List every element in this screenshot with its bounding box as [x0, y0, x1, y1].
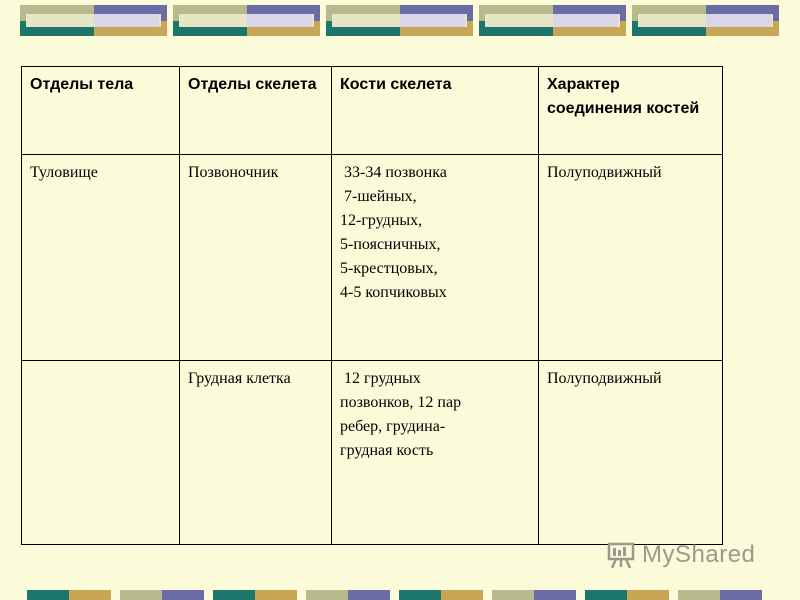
decor-tile	[173, 5, 320, 36]
cell-body-part	[22, 361, 180, 545]
cell-body-part: Туловище	[22, 155, 180, 361]
decor-tile	[27, 590, 111, 600]
decor-tile	[306, 590, 390, 600]
bones-line: ребер, грудина-	[340, 418, 446, 435]
top-decorative-band	[0, 5, 800, 36]
header-skeleton-parts: Отделы скелета	[180, 67, 332, 155]
table-row	[22, 155, 723, 361]
cell-joint-type: Полуподвижный	[539, 155, 723, 361]
skeleton-table	[21, 66, 723, 545]
bones-list	[340, 161, 530, 305]
bones-line: 12 грудных	[340, 370, 421, 387]
decor-tile	[678, 590, 762, 600]
bones-list	[340, 367, 530, 463]
header-body-parts: Отделы тела	[22, 67, 180, 155]
decor-tile	[492, 590, 576, 600]
cell-skeleton-part: Грудная клетка	[180, 361, 332, 545]
decor-tile	[479, 5, 626, 36]
bones-line: 7-шейных,	[340, 188, 417, 205]
cell-joint-type: Полуподвижный	[539, 361, 723, 545]
bones-line: позвонков, 12 пар	[340, 394, 462, 411]
cell-bones	[332, 361, 539, 545]
header-bones: Кости скелета	[332, 67, 539, 155]
watermark-text: MyShared	[642, 541, 756, 568]
bones-line: 5-крестцовых,	[340, 260, 438, 277]
header-joint-type: Характер соединения костей	[539, 67, 723, 155]
decor-tile	[399, 590, 483, 600]
decor-tile	[585, 590, 669, 600]
presentation-board-icon	[606, 540, 636, 570]
bottom-decorative-band	[0, 590, 800, 600]
bones-line: 33-34 позвонка	[340, 164, 447, 181]
decor-tile	[120, 590, 204, 600]
cell-skeleton-part: Позвоночник	[180, 155, 332, 361]
watermark	[606, 538, 755, 572]
decor-tile	[326, 5, 473, 36]
bones-line: грудная кость	[340, 442, 434, 459]
table-row	[22, 361, 723, 545]
bones-line: 4-5 копчиковых	[340, 284, 447, 301]
table-header-row	[22, 67, 723, 155]
bones-line: 5-поясничных,	[340, 236, 441, 253]
bones-line: 12-грудных,	[340, 212, 423, 229]
cell-bones	[332, 155, 539, 361]
decor-tile	[20, 5, 167, 36]
decor-tile	[632, 5, 779, 36]
decor-tile	[213, 590, 297, 600]
